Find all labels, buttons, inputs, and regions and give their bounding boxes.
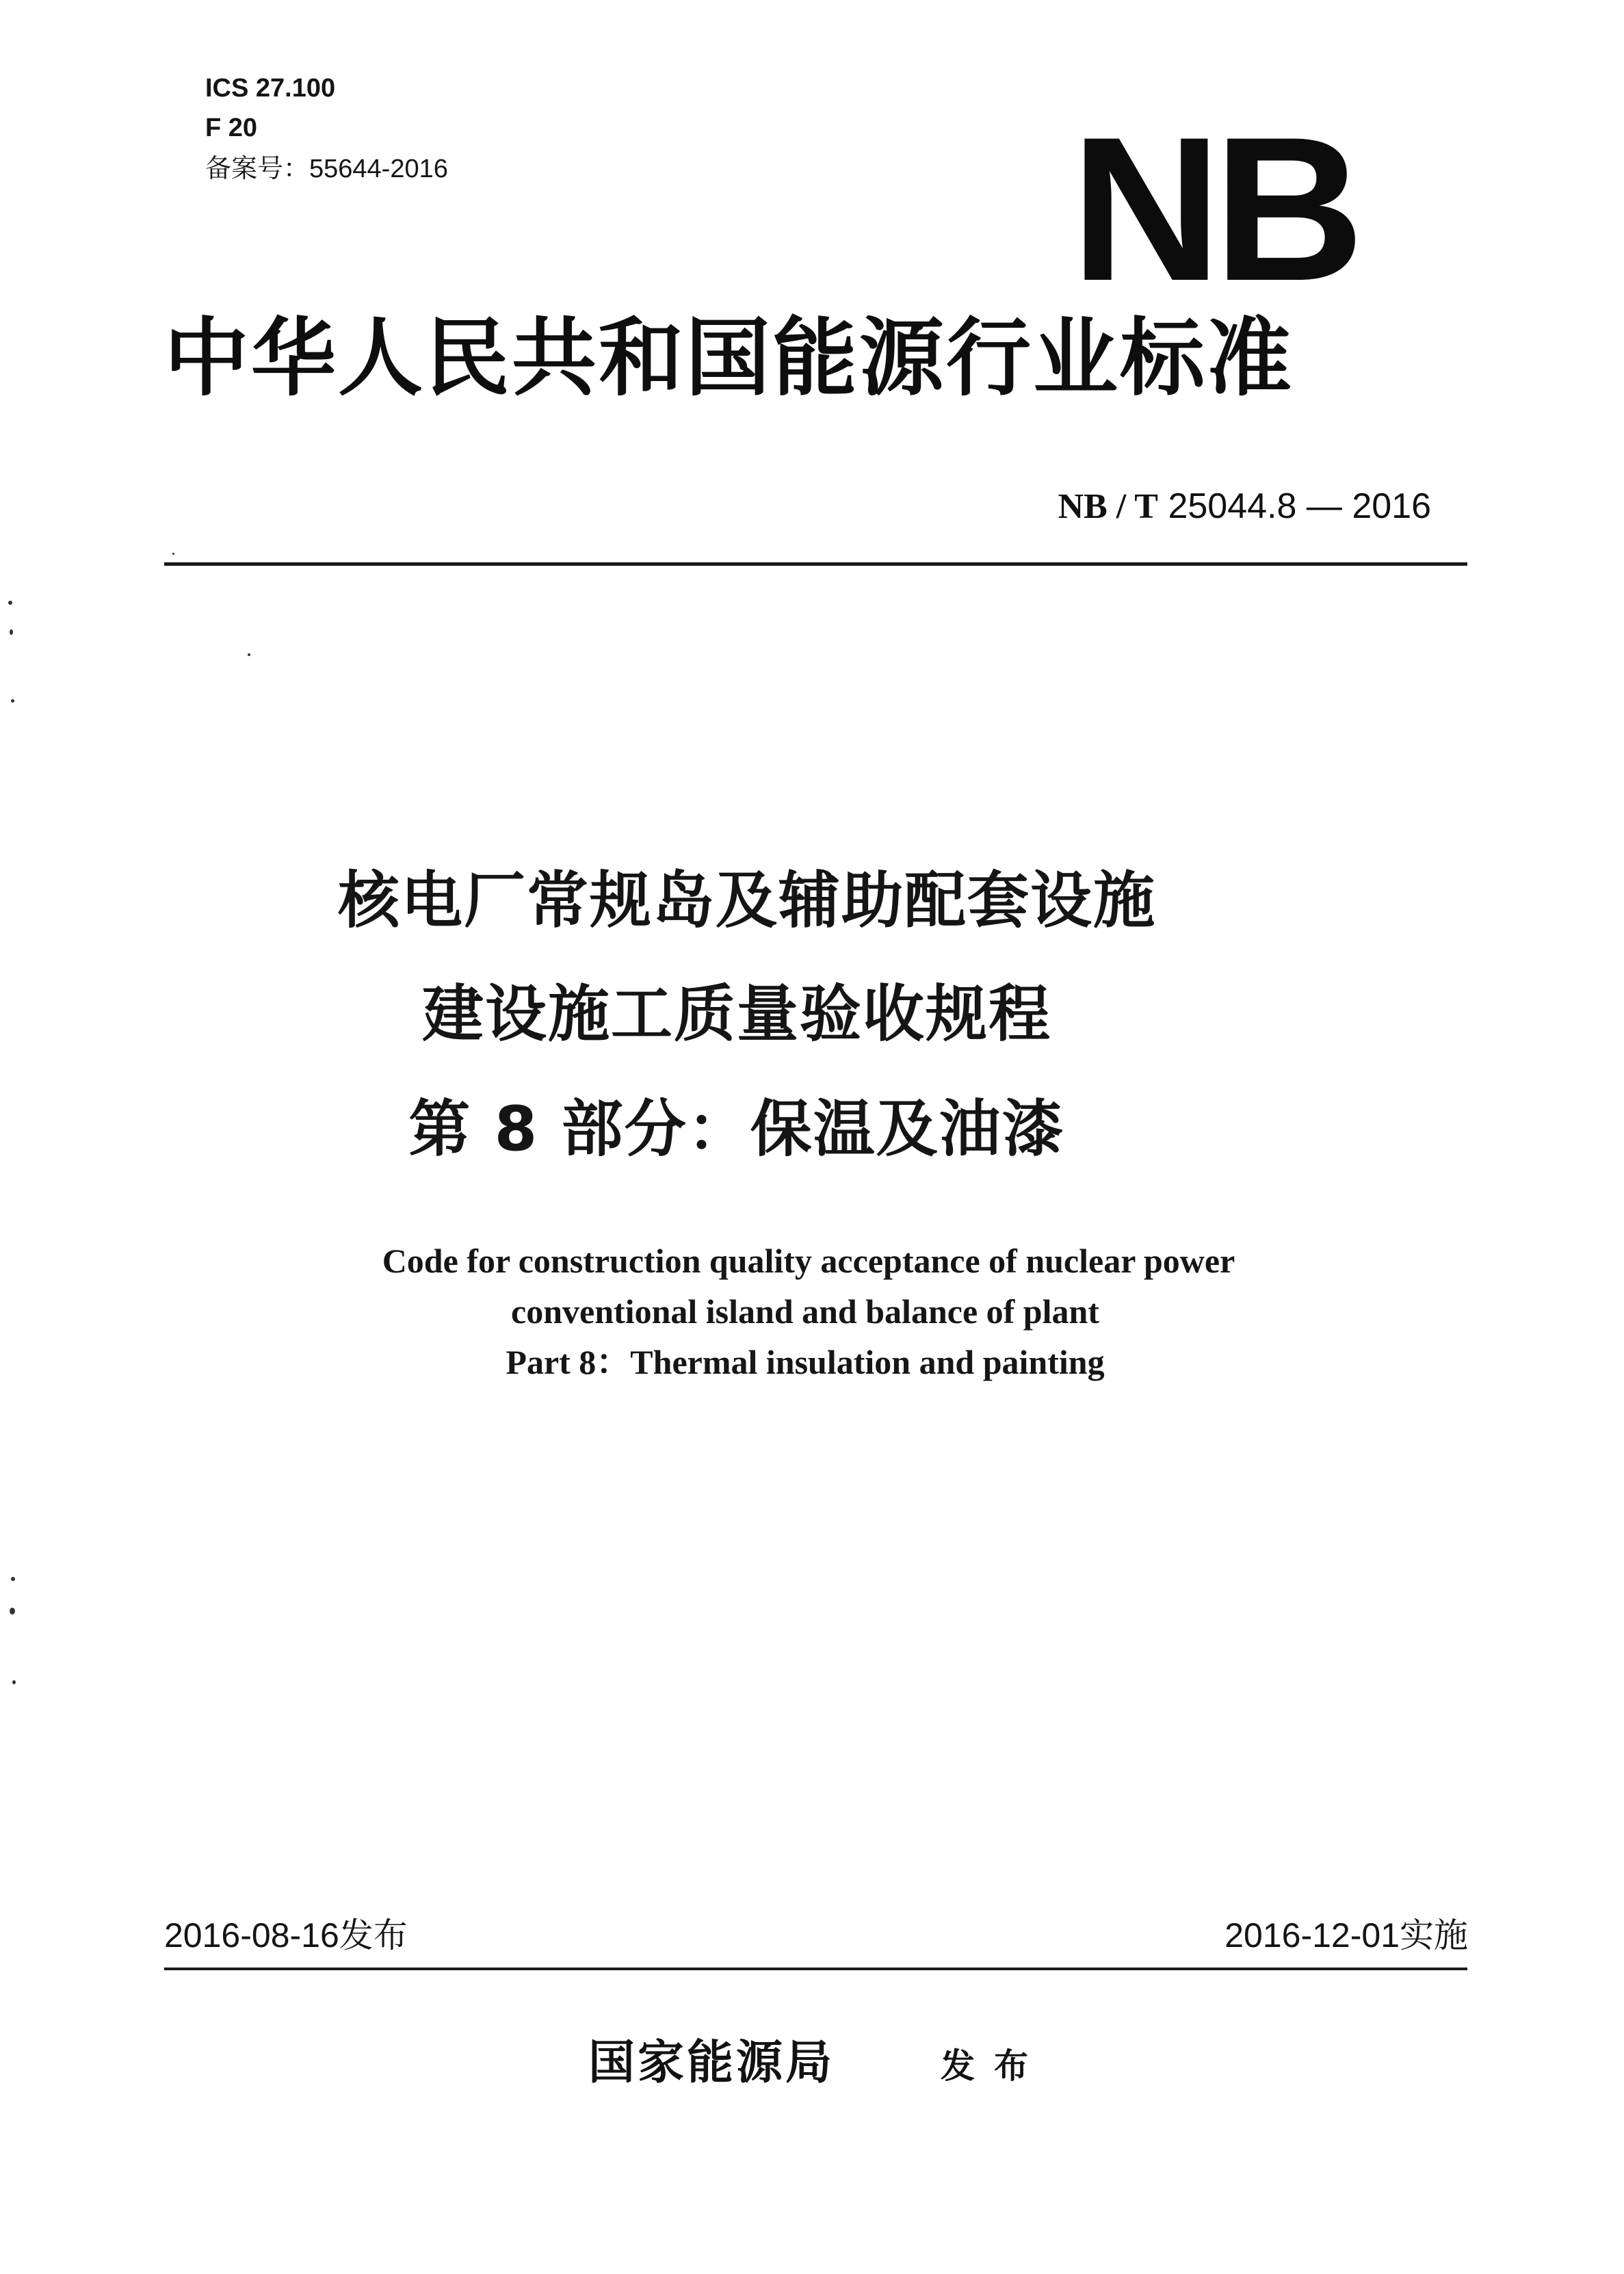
standard-number-value: 25044.8 — 2016 [1168,486,1431,526]
record-number: 备案号：55644-2016 [205,155,448,183]
scan-speck [10,1608,15,1615]
scan-speck [12,1680,16,1684]
header-divider [164,562,1467,566]
title-en-line-3: Part 8：Thermal insulation and painting [506,1343,1105,1381]
scan-speck [11,1577,15,1581]
scan-speck [248,653,250,656]
scan-speck [172,553,174,555]
nb-logo: NB [1071,94,1357,324]
ics-code: ICS 27.100 [205,74,336,103]
standard-prefix: NB / T [1058,487,1158,526]
classification-code: F 20 [205,114,258,142]
effective-date: 2016-12-01实施 [1224,1916,1468,1955]
scan-speck [11,699,14,703]
title-en-line-1: Code for construction quality acceptance of nuclear power [382,1242,1235,1280]
issuer-name: 国家能源局 [588,2036,835,2090]
footer-divider [164,1968,1467,1970]
scan-speck [8,601,12,605]
issue-date: 2016-08-16发布 [164,1916,408,1955]
standard-number [1058,488,1431,525]
title-zh-line-1: 核电厂常规岛及辅助配套设施 [338,865,1156,937]
scan-speck [10,629,13,635]
standard-body-title: 中华人民共和国能源行业标准 [164,309,1294,408]
title-zh-line-2: 建设施工质量验收规程 [422,978,1051,1050]
issuer-action: 发布 [941,2046,1047,2086]
title-en-line-2: conventional island and balance of plant [511,1292,1099,1331]
title-zh-line-3: 第 8 部分：保温及油漆 [408,1093,1065,1165]
